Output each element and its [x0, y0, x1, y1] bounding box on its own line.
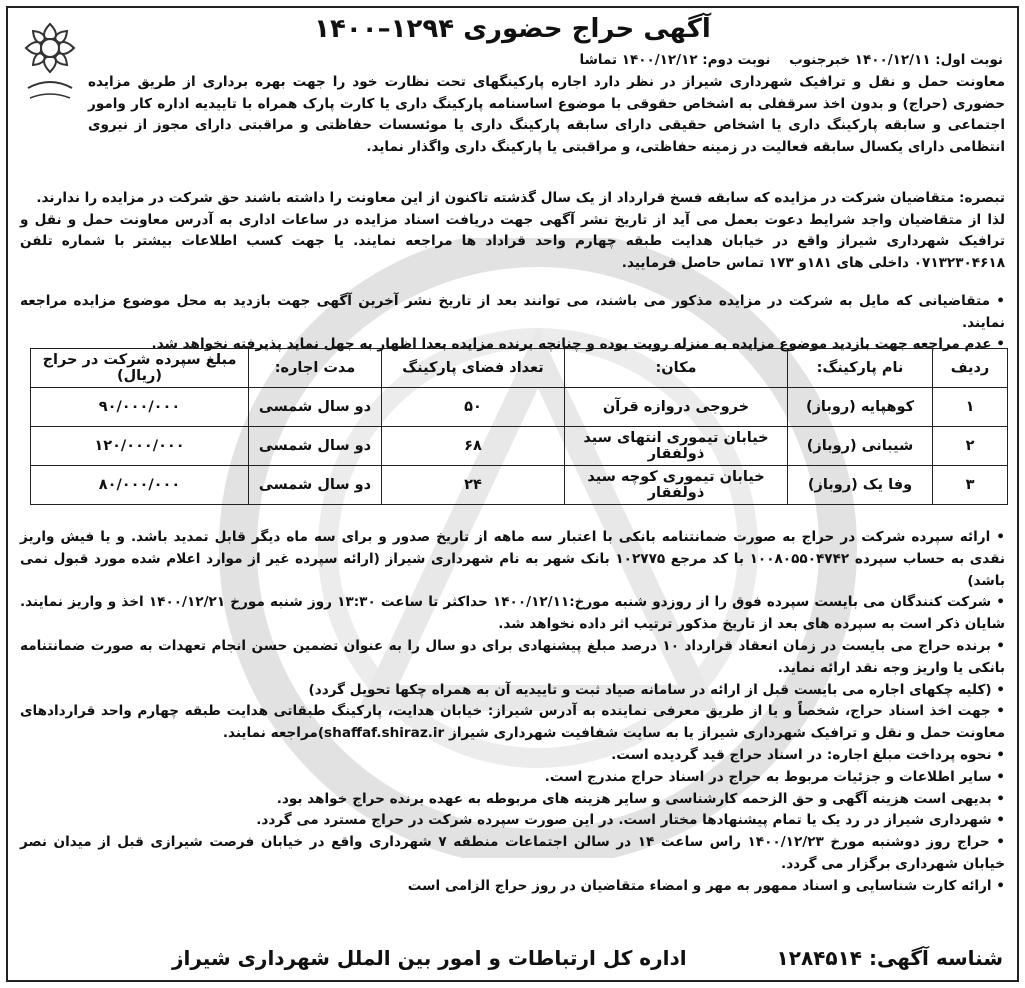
- cell-parking-name: کوهپایه (روباز): [788, 388, 933, 427]
- page-title: آگهی حراج حضوری ۱۲۹۴–۱۴۰۰: [314, 14, 711, 44]
- notice-dates: [98, 52, 1003, 68]
- cell-lease-term: دو سال شمسی: [249, 466, 382, 505]
- cell-location: خروجی دروازه قرآن: [565, 388, 788, 427]
- issuing-organization: اداره کل ارتباطات و امور بین الملل شهرداری شیراز: [172, 946, 687, 970]
- bullet-item: • (کلیه چکهای اجاره می بایست قبل از ارائه در سامانه صیاد ثبت و تاییدیه آن به همراه چکها تحویل گردد): [308, 681, 1005, 698]
- cell-capacity: ۲۴: [382, 466, 565, 505]
- invitation-text: لذا از متقاضیان واجد شرایط دعوت بعمل می آید از تاریخ نشر آگهی جهت دریافت اسناد مزایده در ساعات اداری به آدرس معاونت حمل و نقل و ترافیک شهرداری شیراز واقع در خیابان هدایت طبقه چهارم واحد قراداد ها مراجعه نمایند. یا جهت کسب اطلاعات بیشتر با شماره تلفن ۰۷۱۳۲۳۰۴۶۱۸ داخلی های ۱۸۱و ۱۷۳ تماس حاصل فرمایید.: [20, 211, 1005, 271]
- col-header-deposit: مبلغ سپرده شرکت در حراج (ریال): [31, 349, 249, 388]
- bullets-top: [20, 291, 1005, 356]
- table-header-row: [31, 349, 1008, 388]
- bullet-item: • ارائه سپرده شرکت در حراج به صورت ضمانتنامه بانکی با اعتبار سه ماهه از تاریخ صدور و برای سه ماه دیگر قابل تمدید باشد. و یا فیش واریز نقدی به حساب سپرده ۱۰۰۸۰۵۵۰۴۷۴۲ با کد مرجع ۱۰۲۷۷۵ بانک شهر به نام شهرداری شیراز (ارائه سپرده غیر از موارد اعلام شده مورد قبول نمی باشد): [20, 529, 1006, 589]
- bullet-item: • سایر اطلاعات و جزئیات مربوط به حراج در اسناد حراج مندرج است.: [544, 768, 1005, 785]
- bullet-item: • متقاضیانی که مایل به شرکت در مزایده مذکور می باشند، می توانند بعد از تاریخ نشر آخرین آگهی جهت بازدید به محل موضوع مزایده مراجعه نمایند.: [20, 293, 1005, 331]
- table-row: [31, 466, 1008, 505]
- bullet-item: • نحوه پرداخت مبلغ اجاره: در اسناد حراج قید گردیده است.: [611, 746, 1005, 763]
- cell-parking-name: وفا یک (روباز): [788, 466, 933, 505]
- cell-deposit: ۸۰/۰۰۰/۰۰۰: [31, 466, 249, 505]
- notice-id: شناسه آگهی: ۱۲۸۴۵۱۴: [776, 946, 1003, 970]
- cell-location: خیابان تیموری کوچه سید ذولفقار: [565, 466, 788, 505]
- col-header-row-number: ردیف: [933, 349, 1008, 388]
- bullet-item: • حراج روز دوشنبه مورخ ۱۴۰۰/۱۲/۲۳ راس ساعت ۱۴ در سالن اجتماعات منطقه ۷ شهرداری واقع در خیابان فرصت شیرازی قبل از میدان نصر خیابان شهرداری برگزار می گردد.: [20, 834, 1005, 872]
- tabsere-label: تبصره:: [959, 190, 1005, 206]
- first-notice: نوبت اول: ۱۴۰۰/۱۲/۱۱ خبرجنوب: [789, 52, 1003, 68]
- col-header-capacity: تعداد فضای پارکینگ: [382, 349, 565, 388]
- tabsere-section: [20, 188, 1005, 274]
- cell-row-number: ۱: [933, 388, 1008, 427]
- bullets-bottom: [20, 527, 1005, 898]
- bullet-item: • بدیهی است هزینه آگهی و حق الزحمه کارشناسی و سایر هزینه های مربوطه به عهده برنده حراج خواهد بود.: [276, 790, 1005, 807]
- col-header-location: مکان:: [565, 349, 788, 388]
- parking-table: [30, 348, 1008, 505]
- bullet-item: • ارائه کارت شناسایی و اسناد ممهور به مهر و امضاء متقاضیان در روز حراج الزامی است: [407, 877, 1005, 894]
- bullet-item: • شرکت کنندگان می بایست سپرده فوق را از روزدو شنبه مورخ:۱۴۰۰/۱۲/۱۱ حداکثر تا ساعت ۱۳:۳۰ روز شنبه مورخ ۱۴۰۰/۱۲/۲۱ اخذ و واریز نمایند. شایان ذکر است به سپرده های بعد از تاریخ مذکور ترتیب اثر داده نخواهد شد.: [20, 594, 1005, 633]
- bullet-item: • شهرداری شیراز در رد یک یا تمام پیشنهادها مختار است. در این صورت سپرده شرکت در حراج مسترد می گردد.: [256, 812, 1005, 829]
- tabsere-text: متقاضیان شرکت در مزایده که سابقه فسخ قرارداد از یک سال گذشته تاکنون از این معاونت را داشته باشند حق شرکت در مزایده را ندارند.: [36, 190, 960, 206]
- col-header-lease-term: مدت اجاره:: [249, 349, 382, 388]
- notice-frame: [6, 6, 1019, 982]
- cell-capacity: ۵۰: [382, 388, 565, 427]
- col-header-parking-name: نام پارکینگ:: [788, 349, 933, 388]
- bullet-item: • عدم مراجعه جهت بازدید موضوع مزایده به منزله رویت بوده و چنانچه برنده مزایده بعدا اظهار به جهل نماید پذیرفته نخواهد شد.: [151, 336, 1005, 353]
- table-row: [31, 388, 1008, 427]
- second-notice: نوبت دوم: ۱۴۰۰/۱۲/۱۲ تماشا: [579, 52, 771, 68]
- intro-paragraph: معاونت حمل و نقل و ترافیک شهرداری شیراز در نظر دارد اجاره پارکینگهای تحت نظارت خود را جهت بهره برداری از طریق مزایده حضوری (حراج) و بدون اخذ سرقفلی به اشخاص حقوقی با موضوع اساسنامه پارکینگ داری یا کارت پارک همراه با تاییدیه اداره کار وامور اجتماعی و سابقه پارکینگ داری یا اشخاص حقیقی دارای سابقه پارکینگ داری یا موئسسات حفاظتی و مراقبتی دارای مجوز از نیروی انتظامی دارای یکسال سابقه فعالیت در زمینه حفاظتی، و مراقبتی یا پارکینگ داری واگذار نماید.: [88, 74, 1005, 155]
- cell-deposit: ۱۲۰/۰۰۰/۰۰۰: [31, 427, 249, 466]
- table-row: [31, 427, 1008, 466]
- cell-lease-term: دو سال شمسی: [249, 388, 382, 427]
- bullet-item: • برنده حراج می بایست در زمان انعقاد قرارداد ۱۰ درصد مبلغ پیشنهادی برای دو سال را به عنوان تضمین حسن انجام تعهدات به صورت ضمانتنامه بانکی یا واریز وجه نقد ارائه نماید.: [20, 637, 1005, 676]
- cell-row-number: ۲: [933, 427, 1008, 466]
- cell-lease-term: دو سال شمسی: [249, 427, 382, 466]
- cell-row-number: ۳: [933, 466, 1008, 505]
- cell-location: خیابان تیموری انتهای سید ذولفقار: [565, 427, 788, 466]
- cell-deposit: ۹۰/۰۰۰/۰۰۰: [31, 388, 249, 427]
- cell-parking-name: شیبانی (روباز): [788, 427, 933, 466]
- cell-capacity: ۶۸: [382, 427, 565, 466]
- bullet-item: • جهت اخذ اسناد حراج، شخصاً و یا از طریق معرفی نماینده به آدرس شیراز: خیابان هدایت، پارکینگ طبقاتی هدایت طبقه چهارم واحد قراردادهای معاونت حمل و نقل و ترافیک شهرداری شیراز یا به سایت شفافیت شهرداری شیراز shaffaf.shiraz.ir)مراجعه نمایند.: [20, 703, 1005, 742]
